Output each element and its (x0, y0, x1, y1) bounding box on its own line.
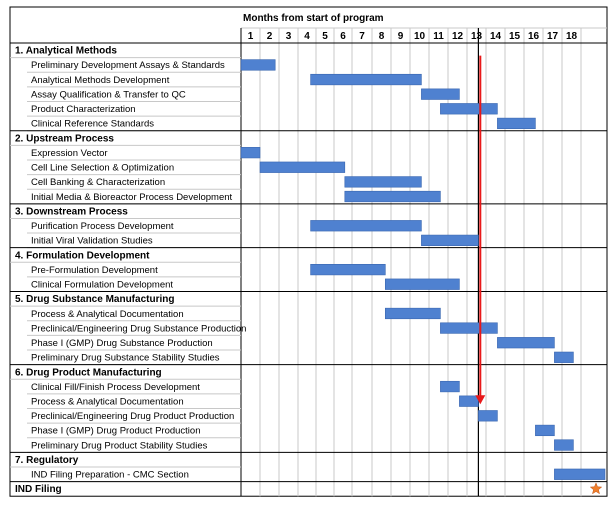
task-bar (554, 440, 573, 451)
month-tick-label: 17 (546, 31, 559, 42)
task-bar (440, 381, 459, 392)
task-label: Phase I (GMP) Drug Product Production (31, 425, 201, 437)
task-bar (385, 308, 440, 319)
task-bar (311, 220, 422, 231)
section-label: 4. Formulation Development (15, 250, 150, 262)
task-bar (345, 191, 441, 202)
task-bar (440, 103, 497, 114)
task-bar (554, 469, 605, 480)
month-tick-label: 3 (285, 31, 292, 42)
chart-title: Months from start of program (243, 13, 384, 24)
task-bar (385, 279, 459, 290)
section-label: 6. Drug Product Manufacturing (15, 367, 162, 379)
task-label: IND Filing Preparation - CMC Section (31, 469, 189, 481)
task-label: Initial Media & Bioreactor Process Development (31, 191, 233, 203)
task-label: Preliminary Drug Substance Stability Studies (31, 352, 220, 364)
month-tick-label: 2 (266, 31, 273, 42)
task-bar (241, 147, 260, 158)
section-label: 3. Downstream Process (15, 206, 128, 218)
task-bar (459, 396, 478, 407)
task-bar (421, 89, 459, 100)
task-bar (497, 337, 554, 348)
month-tick-label: 12 (451, 31, 464, 42)
milestone-star-icon (590, 483, 601, 494)
month-tick-label: 8 (378, 31, 385, 42)
task-bar (345, 177, 422, 188)
month-tick-label: 15 (508, 31, 521, 42)
section-label: 5. Drug Substance Manufacturing (15, 294, 175, 306)
task-label: Preliminary Drug Product Stability Studies (31, 440, 208, 452)
month-tick-label: 13 (470, 31, 483, 42)
task-bar (421, 235, 478, 246)
month-tick-label: 5 (322, 31, 328, 42)
task-bar (311, 74, 422, 85)
month-tick-label: 16 (527, 31, 540, 42)
task-bar (535, 425, 554, 436)
task-bar (554, 352, 573, 363)
task-bar (497, 118, 535, 129)
section-label: 7. Regulatory (15, 454, 79, 466)
task-label: Purification Process Development (31, 221, 174, 233)
task-label: Process & Analytical Documentation (31, 396, 184, 408)
task-label: Preclinical/Engineering Drug Product Production (31, 411, 235, 423)
task-label: Preclinical/Engineering Drug Substance Production (31, 323, 247, 335)
section-label: 2. Upstream Process (15, 133, 114, 145)
month-tick-label: 18 (565, 31, 578, 42)
task-bar (311, 264, 386, 275)
section-label: 1. Analytical Methods (15, 45, 117, 57)
task-label: Cell Line Selection & Optimization (31, 162, 175, 174)
month-tick-label: 11 (433, 31, 444, 42)
task-label: Pre-Formulation Development (31, 264, 158, 276)
task-label: Preliminary Development Assays & Standards (31, 60, 225, 72)
task-bar (478, 411, 497, 422)
month-tick-label: 14 (489, 31, 502, 42)
month-tick-label: 9 (397, 31, 404, 42)
task-label: Analytical Methods Development (31, 74, 170, 86)
task-bar (241, 60, 275, 71)
month-tick-label: 10 (413, 31, 426, 42)
month-tick-label: 1 (247, 31, 254, 42)
milestone-label: IND Filing (15, 484, 62, 496)
task-bar (260, 162, 345, 173)
task-bar (440, 323, 497, 334)
task-label: Process & Analytical Documentation (31, 308, 184, 320)
task-label: Clinical Formulation Development (31, 279, 174, 291)
task-label: Assay Qualification & Transfer to QC (31, 89, 186, 101)
task-label: Product Characterization (31, 104, 136, 116)
month-tick-label: 4 (304, 31, 310, 42)
task-label: Clinical Fill/Finish Process Development (31, 381, 200, 393)
task-label: Cell Banking & Characterization (31, 177, 166, 189)
month-tick-label: 6 (340, 31, 346, 42)
task-label: Phase I (GMP) Drug Substance Production (31, 338, 213, 350)
task-label: Initial Viral Validation Studies (31, 235, 153, 247)
month-tick-label: 7 (359, 31, 365, 42)
task-label: Expression Vector (31, 147, 108, 159)
task-label: Clinical Reference Standards (31, 118, 155, 130)
